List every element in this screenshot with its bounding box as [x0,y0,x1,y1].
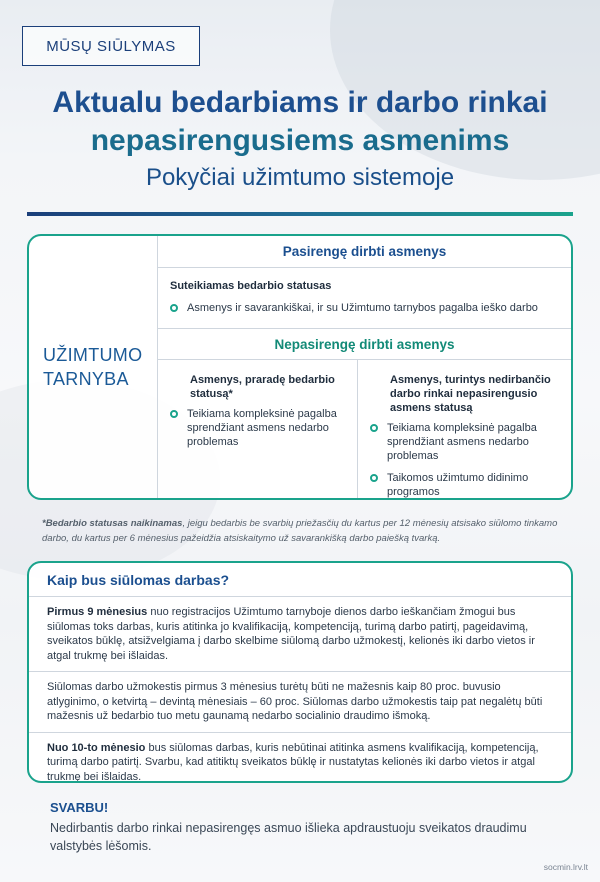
bullet-circle-icon [370,474,378,482]
bullet-circle-icon [370,424,378,432]
not-ready-status-column [357,360,571,498]
ready-heading: Pasirengę dirbti asmenys [158,236,571,268]
page-title-line1: Aktualu bedarbiams ir darbo rinkai [52,86,548,119]
footnote-bold: *Bedarbio statusas naikinamas [42,518,183,529]
important-text: Nedirbantis darbo rinkai nepasirengęs asmuo išlieka apdraustuoju sveikatos draudimu valstybės lėšomis. [50,821,527,853]
employment-service-label-line1: UŽIMTUMO [43,345,143,365]
paragraph-text: bus siūlomas darbas, kuris nebūtinai atitinka asmens kvalifikaciją, kompetenciją, turimą darbo patirtį. Svarbu, kad atitiktų sveikatos būklę ir nustatytas kelionės iki darbo vietos ir atgal trukmę bei išlaidas. [47,741,539,783]
paragraph-text: nuo registracijos Užimtumo tarnyboje dienos darbo ieškančiam žmogui bus siūlomas toks darbas, kuris atitinka jo kvalifikaciją, kompetenciją, turimą darbo patirtį, pageidavimą, sveikatos būklę, atsižvelgiama į darbo skelbime siūlomą darbo užmokestį, kelionės iki darbo vietos ir atgal trukmę bei išlaidas. [47,606,535,662]
job-offer-box [27,561,573,783]
page-title-line2: nepasirengusiems asmenims [90,124,510,157]
job-offer-paragraph [29,733,571,784]
ready-subtitle: Suteikiamas bedarbio statusas [170,280,332,292]
title-divider [27,212,573,216]
not-ready-split [158,360,571,498]
job-offer-paragraph: Siūlomas darbo užmokestis pirmus 3 mėnesius turėtų būti ne mažesnis kaip 80 proc. buvusio atlyginimo, o ketvirtą – devintą mėnesiais – 60 proc. Siūlomas darbo užmokestis taip pat negalėtų būti mažesnis už bedarbio tuo metu gaunamą nedarbo socialinio draudimo išmoką. [29,672,571,733]
ready-block [170,280,561,315]
lost-status-title: Asmenys, praradę bedarbio statusą* [190,374,335,400]
list-item [370,421,561,463]
list-item-text: Teikiama kompleksinė pagalba sprendžiant asmens nedarbo problemas [187,408,337,448]
employment-service-label [43,343,142,391]
list-item [170,301,561,315]
footnote [42,516,562,546]
employment-service-box [27,234,573,500]
list-item [170,407,347,449]
job-offer-paragraph [29,597,571,672]
not-ready-status-title: Asmenys, turintys nedirbančio darbo rinkai nepasirengusio asmens statusą [390,374,551,414]
bullet-circle-icon [170,410,178,418]
list-item-text: Taikomos užimtumo didinimo programos [387,472,529,498]
paragraph-bold: Pirmus 9 mėnesius [47,606,148,618]
list-item-text: Teikiama kompleksinė pagalba sprendžiant asmens nedarbo problemas [387,422,537,462]
footnote-text: , jeigu bedarbis be svarbių priežasčių du kartus per 12 mėnesių atsisako siūlomo tinkamo darbo, du kartus per 6 mėnesius pažeidžia atsiskaitymo už savarankišką darbo paiešką tvarką. [42,518,558,544]
important-heading: SVARBU! [50,800,109,815]
website-link[interactable]: socmin.lrv.lt [543,862,588,872]
job-offer-heading: Kaip bus siūlomas darbas? [29,563,571,597]
paragraph-bold: Nuo 10-to mėnesio [47,741,146,754]
bullet-circle-icon [170,304,178,312]
employment-service-label-line2: TARNYBA [43,369,129,389]
section-kicker: MŪSŲ SIŪLYMAS [22,26,200,66]
page-subtitle: Pokyčiai užimtumo sistemoje [145,164,455,191]
lost-status-column [158,360,357,498]
page-title [0,84,600,160]
left-column [29,236,157,498]
right-column [157,236,571,498]
list-item-text: Asmenys ir savarankiškai, ir su Užimtumo tarnybos pagalba ieško darbo [187,302,538,314]
not-ready-heading: Nepasirengę dirbti asmenys [158,328,571,360]
list-item [370,471,561,499]
